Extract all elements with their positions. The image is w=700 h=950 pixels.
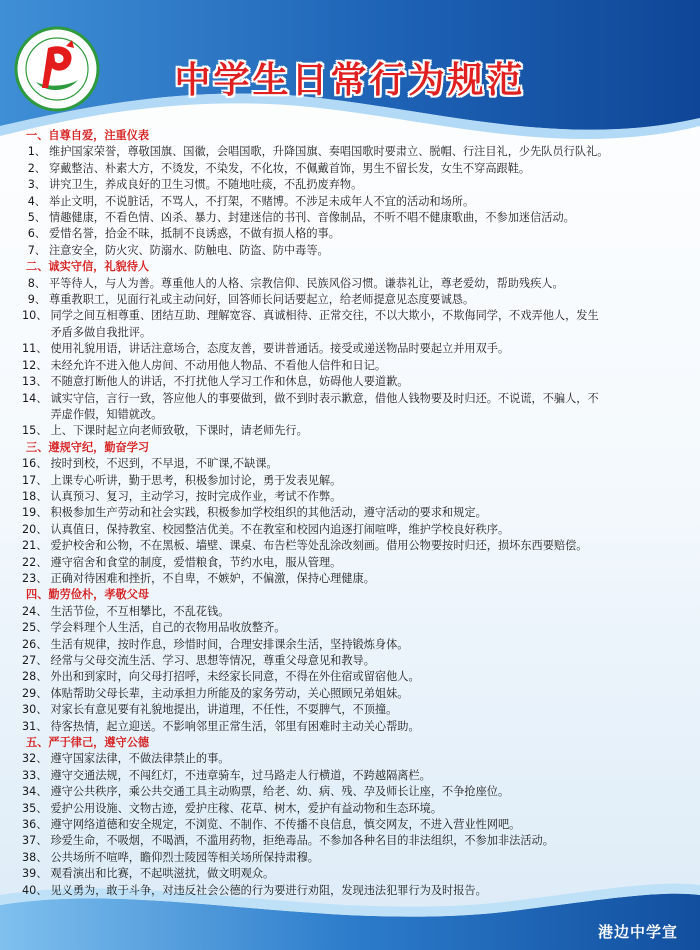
rule-item <box>22 555 682 571</box>
rule-item <box>22 653 682 669</box>
rule-text: 体贴帮助父母长辈，主动承担力所能及的家务劳动，关心照顾兄弟姐妹。 <box>50 686 409 700</box>
rule-item <box>22 456 682 472</box>
rule-item <box>22 391 682 424</box>
rule-item <box>22 489 682 505</box>
rule-text: 上、下课时起立向老师致敬，下课时，请老师先行。 <box>50 424 308 438</box>
rule-text: 按时到校，不迟到，不早退，不旷课,不缺课。 <box>50 457 278 471</box>
rule-number: 26、 <box>22 637 48 651</box>
rule-item <box>22 423 682 439</box>
rule-item <box>22 473 682 489</box>
section-heading: 三、遵规守纪，勤奋学习 <box>26 440 150 454</box>
rule-item <box>22 210 682 226</box>
rule-number: 2、 <box>27 161 46 175</box>
rule-item <box>22 637 682 653</box>
rule-text: 举止文明，不说脏话，不骂人，不打架，不赌博。不涉足未成年人不宜的活动和场所。 <box>49 194 475 208</box>
rule-item <box>22 702 682 718</box>
rule-item <box>22 358 682 374</box>
rule-number: 9、 <box>27 293 46 307</box>
rule-item <box>22 571 682 587</box>
rule-number: 14、 <box>22 391 48 405</box>
rule-text: 维护国家荣誉，尊敬国旗、国徽，会唱国歌，升降国旗、奏唱国歌时要肃立、脱帽、行注目礼，少先队员行队礼。 <box>49 145 609 159</box>
rule-number: 10、 <box>22 309 48 323</box>
rule-text: 认真预习、复习，主动学习，按时完成作业，考试不作弊。 <box>50 489 342 503</box>
rule-item <box>22 161 682 177</box>
rule-number: 23、 <box>22 571 48 585</box>
rule-item <box>22 768 682 784</box>
section-heading: 一、自尊自爱，注重仪表 <box>26 129 150 142</box>
rule-text: 注意安全，防火灾、防溺水、防触电、防盗、防中毒等。 <box>49 243 329 257</box>
rule-number: 6、 <box>27 227 46 241</box>
rule-number: 28、 <box>22 670 48 684</box>
poster-header <box>0 0 700 120</box>
rule-item <box>22 751 682 767</box>
rule-item <box>22 686 682 702</box>
rule-text: 穿戴整洁、朴素大方，不烫发，不染发，不化妆，不佩戴首饰，男生不留长发，女生不穿高跟鞋。 <box>49 161 531 175</box>
rule-number: 39、 <box>22 867 48 881</box>
page-title: 中学生日常行为规范 <box>174 60 526 101</box>
rule-number: 21、 <box>22 539 48 553</box>
rule-item <box>22 883 682 899</box>
rule-text: 见义勇为，敢于斗争，对违反社会公德的行为要进行劝阻，发现违法犯罪行为及时报告。 <box>50 883 487 897</box>
rule-text: 未经允许不进入他人房间、不动用他人物品、不看他人信件和日记。 <box>50 358 387 372</box>
rule-number: 30、 <box>22 703 48 717</box>
rule-number: 31、 <box>22 719 48 733</box>
rule-text: 同学之间互相尊重、团结互助、理解宽容、真诚相待、正常交往，不以大欺小，不欺侮同学，不戏弄他人，发生 矛盾多做自我批评。 <box>50 309 599 339</box>
rule-text: 尊重教职工，见面行礼或主动问好，回答师长问话要起立，给老师提意见态度要诚恳。 <box>49 293 475 307</box>
rule-text: 认真值日，保持教室、校园整洁优美。不在教室和校园内追逐打闹喧哗，维护学校良好秩序。 <box>50 522 510 536</box>
rule-text: 生活节俭，不互相攀比，不乱花钱。 <box>50 604 230 618</box>
rule-item <box>22 276 682 292</box>
rule-item <box>22 817 682 833</box>
rule-number: 36、 <box>22 818 48 832</box>
rule-item <box>22 538 682 554</box>
rule-text: 待客热情，起立迎送。不影响邻里正常生活，邻里有困难时主动关心帮助。 <box>50 719 420 733</box>
rule-item <box>22 719 682 735</box>
rule-text: 遵守宿舍和食堂的制度，爱惜粮食，节约水电，服从管理。 <box>50 555 342 569</box>
rule-text: 遵守网络道德和安全规定，不浏览、不制作、不传播不良信息，慎交网友，不进入营业性网吧。 <box>50 818 521 832</box>
rule-text: 爱护公用设施、文物古迹，爱护庄稼、花草、树木，爱护有益动物和生态环境。 <box>50 801 443 815</box>
rule-number: 20、 <box>22 522 48 536</box>
rule-text: 平等待人，与人为善。尊重他人的人格、宗教信仰、民族风俗习惯。谦恭礼让，尊老爱幼，帮助残疾人。 <box>49 276 564 290</box>
rule-text: 使用礼貌用语，讲话注意场合，态度友善，要讲普通话。接受或递送物品时要起立并用双手。 <box>50 342 510 356</box>
rule-text: 爱护校舍和公物，不在黑板、墙壁、课桌、布告栏等处乱涂改刻画。借用公物要按时归还，损坏东西要赔偿。 <box>50 539 588 553</box>
rule-text: 对家长有意见要有礼貌地提出，讲道理，不任性，不耍脾气，不顶撞。 <box>50 703 398 717</box>
rule-number: 35、 <box>22 801 48 815</box>
rule-text: 上课专心听讲，勤于思考，积极参加讨论，勇于发表见解。 <box>50 473 342 487</box>
rule-text: 观看演出和比赛，不起哄滋扰，做文明观众。 <box>50 867 275 881</box>
rule-item <box>22 374 682 390</box>
rule-item <box>22 308 682 341</box>
rule-item <box>22 505 682 521</box>
rule-number: 1、 <box>27 145 46 159</box>
rule-number: 25、 <box>22 621 48 635</box>
rule-number: 17、 <box>22 473 48 487</box>
section-heading: 四、勤劳俭朴，孝敬父母 <box>26 588 150 602</box>
rule-number: 19、 <box>22 506 48 520</box>
rule-number: 4、 <box>27 194 46 208</box>
rule-number: 32、 <box>22 752 48 766</box>
school-emblem-logo <box>14 26 100 112</box>
rule-number: 27、 <box>22 654 48 667</box>
rule-item <box>22 144 682 160</box>
section-heading: 二、诚实守信，礼貌待人 <box>26 260 150 274</box>
rule-number: 24、 <box>22 604 48 618</box>
rule-text: 外出和到家时，向父母打招呼，未经家长同意，不得在外住宿或留宿他人。 <box>50 670 420 684</box>
rule-item <box>22 620 682 636</box>
rule-number: 16、 <box>22 457 48 471</box>
rule-text: 遵守交通法规，不闯红灯，不违章骑车，过马路走人行横道，不跨越隔离栏。 <box>50 768 431 782</box>
rule-item <box>22 177 682 193</box>
rule-item <box>22 243 682 259</box>
rule-item <box>22 669 682 685</box>
rule-item <box>22 292 682 308</box>
school-signature: 港边中学宣 <box>597 923 678 941</box>
rule-number: 5、 <box>27 211 46 225</box>
rule-number: 8、 <box>27 276 46 290</box>
rule-text: 公共场所不喧哗，瞻仰烈士陵园等相关场所保持肃穆。 <box>50 850 319 864</box>
rule-number: 18、 <box>22 489 48 503</box>
rule-text: 珍爱生命，不吸烟，不喝酒，不滥用药物，拒绝毒品。不参加各种名目的非法组织，不参加非法活动。 <box>50 834 554 848</box>
rule-number: 11、 <box>22 342 48 356</box>
rule-item <box>22 801 682 817</box>
rule-text: 诚实守信，言行一致，答应他人的事要做到，做不到时表示歉意，借他人钱物要及时归还。不说谎，不骗人，不 弄虚作假，知错就改。 <box>50 391 599 421</box>
rule-text: 讲究卫生，养成良好的卫生习惯。不随地吐痰，不乱扔废弃物。 <box>49 178 363 192</box>
rule-text: 遵守国家法律，不做法律禁止的事。 <box>50 752 230 766</box>
rule-item <box>22 522 682 538</box>
rule-item <box>22 784 682 800</box>
rule-text: 遵守公共秩序，乘公共交通工具主动购票，给老、幼、病、残、孕及师长让座，不争抢座位。 <box>50 785 510 799</box>
rule-number: 7、 <box>27 243 46 257</box>
rule-number: 15、 <box>22 424 48 438</box>
rule-text: 积极参加生产劳动和社会实践，积极参加学校组织的其他活动，遵守活动的要求和规定。 <box>50 506 487 520</box>
rule-number: 40、 <box>22 883 48 897</box>
rule-text: 爱惜名誉，拾金不昧，抵制不良诱惑，不做有损人格的事。 <box>49 227 340 241</box>
rule-number: 3、 <box>27 178 46 192</box>
rule-number: 22、 <box>22 555 48 569</box>
rule-text: 生活有规律，按时作息，珍惜时间，合理安排课余生活，坚持锻炼身体。 <box>50 637 409 651</box>
rules-list <box>22 128 682 899</box>
rule-number: 29、 <box>22 686 48 700</box>
rule-number: 37、 <box>22 834 48 848</box>
rule-item <box>22 226 682 242</box>
rule-item <box>22 604 682 620</box>
rule-item <box>22 850 682 866</box>
rule-text: 正确对待困难和挫折，不自卑，不嫉妒，不偏激，保持心理健康。 <box>50 571 375 585</box>
rule-item <box>22 194 682 210</box>
rule-item <box>22 341 682 357</box>
rule-text: 情趣健康，不看色情、凶杀、暴力、封建迷信的书刊、音像制品，不听不唱不健康歌曲，不参加迷信活动。 <box>49 211 575 225</box>
rule-number: 34、 <box>22 785 48 799</box>
rule-text: 不随意打断他人的讲话，不打扰他人学习工作和休息，妨碍他人要道歉。 <box>50 375 409 389</box>
rule-item <box>22 866 682 882</box>
rule-number: 38、 <box>22 850 48 864</box>
rule-item <box>22 833 682 849</box>
rule-text: 学会料理个人生活，自己的衣物用品收放整齐。 <box>50 621 286 635</box>
rule-number: 33、 <box>22 768 48 782</box>
rule-text: 经常与父母交流生活、学习、思想等情况，尊重父母意见和教导。 <box>50 654 375 667</box>
section-heading: 五、严于律己，遵守公德 <box>26 736 150 750</box>
rule-number: 12、 <box>22 358 48 372</box>
rule-number: 13、 <box>22 375 48 389</box>
